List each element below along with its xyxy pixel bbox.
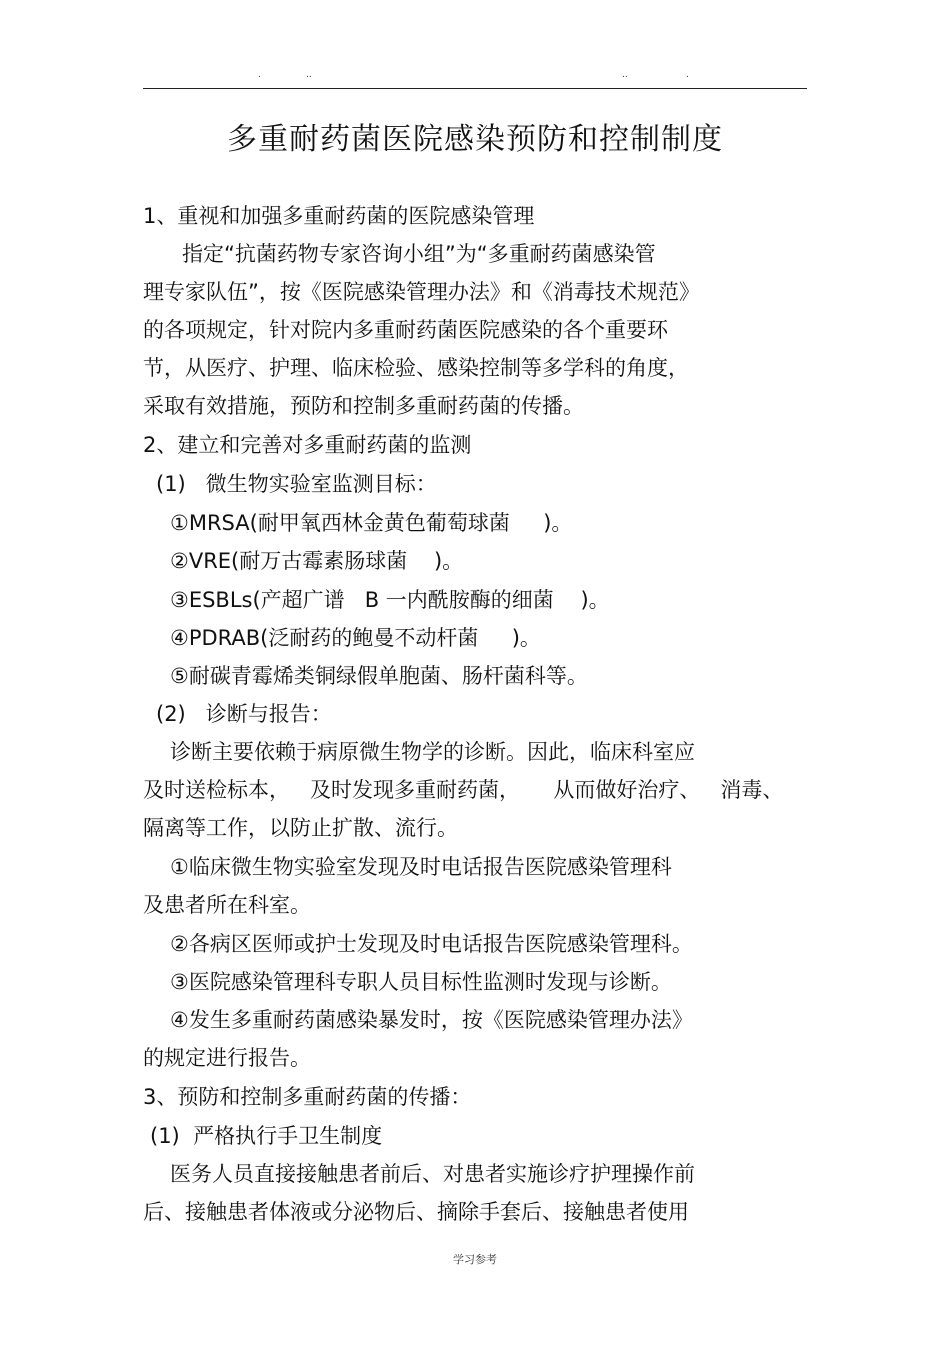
list-item: ②VRE(耐万古霉素肠球菌 )。 <box>170 549 464 573</box>
header-mark: . <box>258 70 261 80</box>
header-mark: .. <box>622 70 628 80</box>
list-item: ①临床微生物实验室发现及时电话报告医院感染管理科 <box>170 855 672 879</box>
page-footer: 学习参考 <box>453 1253 497 1266</box>
list-item: ①MRSA(耐甲氧西林金黄色葡萄球菌 )。 <box>170 511 573 535</box>
section-heading-2: 2、建立和完善对多重耐药菌的监测 <box>143 433 472 457</box>
header-mark: . <box>686 70 689 80</box>
paragraph-line: 及患者所在科室。 <box>143 893 311 917</box>
paragraph-line: 及时送检标本， 及时发现多重耐药菌， 从而做好治疗、 消毒、 <box>143 778 784 802</box>
subsection-heading: (1) 微生物实验室监测目标： <box>156 472 437 496</box>
paragraph-line: 的规定进行报告。 <box>143 1046 311 1070</box>
paragraph-line: 后、接触患者体液或分泌物后、摘除手套后、接触患者使用 <box>143 1200 689 1224</box>
paragraph-line: 的各项规定，针对院内多重耐药菌医院感染的各个重要环 <box>143 318 668 342</box>
paragraph-line: 诊断主要依赖于病原微生物学的诊断。因此，临床科室应 <box>170 740 695 764</box>
subsection-heading: (1) 严格执行手卫生制度 <box>150 1124 383 1148</box>
header-rule <box>143 88 807 89</box>
section-heading-1: 1、重视和加强多重耐药菌的医院感染管理 <box>143 204 535 228</box>
list-item: ④发生多重耐药菌感染暴发时，按《医院感染管理办法》 <box>170 1008 693 1032</box>
paragraph-line: 隔离等工作，以防止扩散、流行。 <box>143 816 458 840</box>
list-item: ③ESBLs(产超广谱 B 一内酰胺酶的细菌 )。 <box>170 588 610 612</box>
header-mark: .. <box>306 70 312 80</box>
list-item: ⑤耐碳青霉烯类铜绿假单胞菌、肠杆菌科等。 <box>170 664 588 688</box>
paragraph-line: 医务人员直接接触患者前后、对患者实施诊疗护理操作前 <box>170 1162 695 1186</box>
subsection-heading: (2) 诊断与报告： <box>156 702 332 726</box>
document-title: 多重耐药菌医院感染预防和控制制度 <box>227 122 723 157</box>
paragraph-line: 节，从医疗、护理、临床检验、感染控制等多学科的角度， <box>143 356 689 380</box>
paragraph-line: 理专家队伍”，按《医院感染管理办法》和《消毒技术规范》 <box>143 280 700 304</box>
header-marks <box>0 70 950 84</box>
paragraph-line: 指定“抗菌药物专家咨询小组”为“多重耐药菌感染管 <box>182 242 656 266</box>
list-item: ②各病区医师或护士发现及时电话报告医院感染管理科。 <box>170 932 693 956</box>
list-item: ③医院感染管理科专职人员目标性监测时发现与诊断。 <box>170 970 672 994</box>
list-item: ④PDRAB(泛耐药的鲍曼不动杆菌 )。 <box>170 626 541 650</box>
section-heading-3: 3、预防和控制多重耐药菌的传播： <box>143 1085 472 1109</box>
paragraph-line: 采取有效措施，预防和控制多重耐药菌的传播。 <box>143 394 584 418</box>
